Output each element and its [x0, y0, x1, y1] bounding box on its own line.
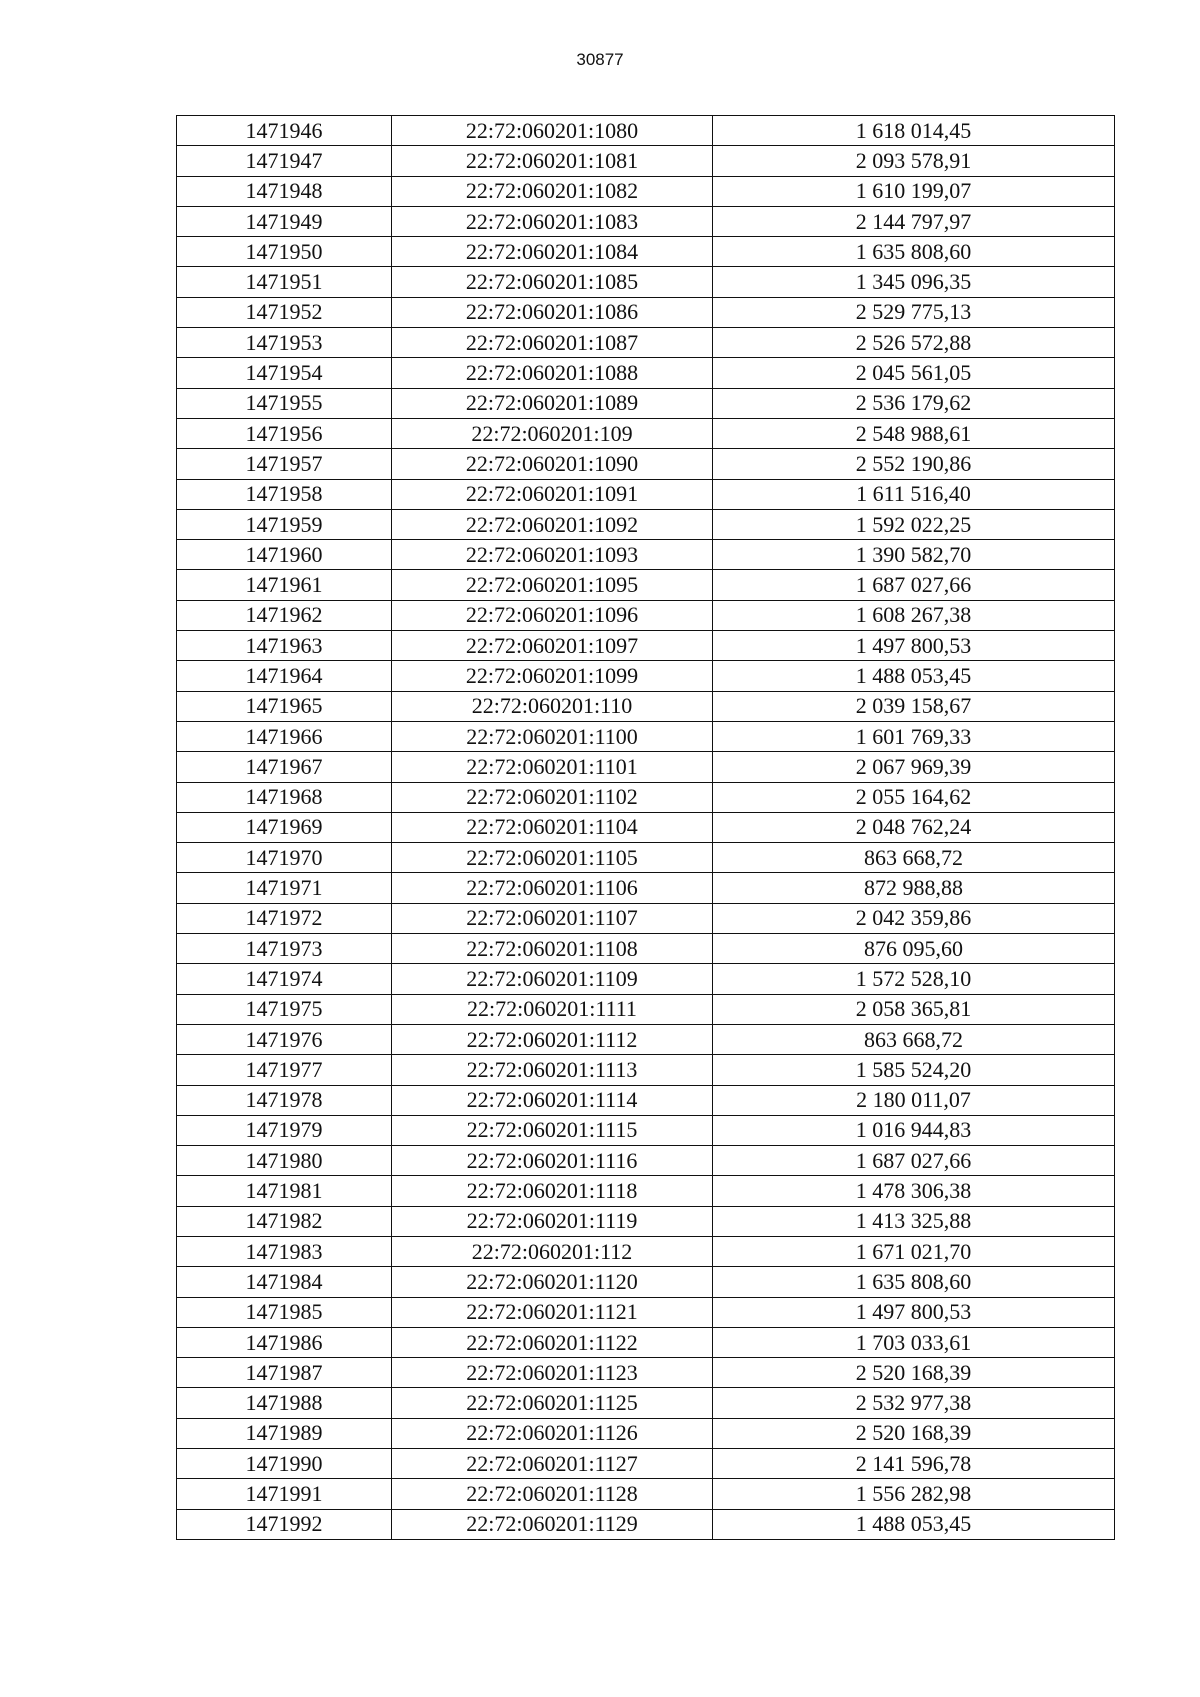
value-cell: 2 548 988,61 [713, 418, 1115, 448]
table-row [177, 146, 1115, 176]
table-row [177, 1267, 1115, 1297]
table-row [177, 1327, 1115, 1357]
record-number-cell: 1471990 [177, 1449, 392, 1479]
value-cell: 1 671 021,70 [713, 1236, 1115, 1266]
cadastral-number-cell: 22:72:060201:1121 [392, 1297, 713, 1327]
table-row [177, 540, 1115, 570]
cadastral-number-cell: 22:72:060201:1126 [392, 1418, 713, 1448]
value-cell: 2 058 365,81 [713, 994, 1115, 1024]
cadastral-number-cell: 22:72:060201:1099 [392, 661, 713, 691]
cadastral-number-cell: 22:72:060201:1127 [392, 1449, 713, 1479]
table-row [177, 1297, 1115, 1327]
value-cell: 1 635 808,60 [713, 237, 1115, 267]
cadastral-number-cell: 22:72:060201:1084 [392, 237, 713, 267]
cadastral-number-cell: 22:72:060201:1089 [392, 388, 713, 418]
table-row [177, 934, 1115, 964]
cadastral-number-cell: 22:72:060201:1116 [392, 1146, 713, 1176]
record-number-cell: 1471953 [177, 328, 392, 358]
table-row [177, 1085, 1115, 1115]
table-row [177, 237, 1115, 267]
cadastral-number-cell: 22:72:060201:1104 [392, 812, 713, 842]
table-row [177, 570, 1115, 600]
cadastral-number-cell: 22:72:060201:1092 [392, 509, 713, 539]
cadastral-number-cell: 22:72:060201:1106 [392, 873, 713, 903]
table-row [177, 812, 1115, 842]
value-cell: 1 016 944,83 [713, 1115, 1115, 1145]
cadastral-number-cell: 22:72:060201:110 [392, 691, 713, 721]
record-number-cell: 1471968 [177, 782, 392, 812]
record-number-cell: 1471983 [177, 1236, 392, 1266]
cadastral-number-cell: 22:72:060201:1115 [392, 1115, 713, 1145]
table-row [177, 903, 1115, 933]
cadastral-number-cell: 22:72:060201:1085 [392, 267, 713, 297]
cadastral-number-cell: 22:72:060201:1119 [392, 1206, 713, 1236]
table-row [177, 1449, 1115, 1479]
cadastral-number-cell: 22:72:060201:1120 [392, 1267, 713, 1297]
record-number-cell: 1471989 [177, 1418, 392, 1448]
record-number-cell: 1471960 [177, 540, 392, 570]
table-row [177, 873, 1115, 903]
record-number-cell: 1471970 [177, 843, 392, 873]
record-number-cell: 1471955 [177, 388, 392, 418]
cadastral-number-cell: 22:72:060201:1093 [392, 540, 713, 570]
cadastral-number-cell: 22:72:060201:1105 [392, 843, 713, 873]
value-cell: 1 345 096,35 [713, 267, 1115, 297]
table-row [177, 1176, 1115, 1206]
record-number-cell: 1471963 [177, 631, 392, 661]
cadastral-number-cell: 22:72:060201:1101 [392, 752, 713, 782]
record-number-cell: 1471946 [177, 116, 392, 146]
value-cell: 2 067 969,39 [713, 752, 1115, 782]
table-row [177, 994, 1115, 1024]
value-cell: 1 488 053,45 [713, 1509, 1115, 1539]
table-row [177, 267, 1115, 297]
cadastral-number-cell: 22:72:060201:1090 [392, 449, 713, 479]
cadastral-number-cell: 22:72:060201:1080 [392, 116, 713, 146]
record-number-cell: 1471971 [177, 873, 392, 903]
record-number-cell: 1471950 [177, 237, 392, 267]
value-cell: 1 687 027,66 [713, 570, 1115, 600]
record-number-cell: 1471982 [177, 1206, 392, 1236]
value-cell: 1 413 325,88 [713, 1206, 1115, 1236]
value-cell: 1 572 528,10 [713, 964, 1115, 994]
table-row [177, 661, 1115, 691]
record-number-cell: 1471965 [177, 691, 392, 721]
value-cell: 2 141 596,78 [713, 1449, 1115, 1479]
cadastral-number-cell: 22:72:060201:109 [392, 418, 713, 448]
cadastral-number-cell: 22:72:060201:1095 [392, 570, 713, 600]
table-row [177, 1115, 1115, 1145]
value-cell: 1 618 014,45 [713, 116, 1115, 146]
record-number-cell: 1471952 [177, 297, 392, 327]
record-number-cell: 1471951 [177, 267, 392, 297]
cadastral-number-cell: 22:72:060201:1125 [392, 1388, 713, 1418]
record-number-cell: 1471964 [177, 661, 392, 691]
record-number-cell: 1471980 [177, 1146, 392, 1176]
cadastral-number-cell: 22:72:060201:1114 [392, 1085, 713, 1115]
record-number-cell: 1471969 [177, 812, 392, 842]
cadastral-number-cell: 22:72:060201:1109 [392, 964, 713, 994]
cadastral-number-cell: 22:72:060201:1108 [392, 934, 713, 964]
data-table [176, 115, 1115, 1540]
value-cell: 1 556 282,98 [713, 1479, 1115, 1509]
table-row [177, 1479, 1115, 1509]
value-cell: 2 526 572,88 [713, 328, 1115, 358]
cadastral-number-cell: 22:72:060201:1107 [392, 903, 713, 933]
table-row [177, 782, 1115, 812]
record-number-cell: 1471979 [177, 1115, 392, 1145]
table-row [177, 176, 1115, 206]
value-cell: 1 390 582,70 [713, 540, 1115, 570]
value-cell: 2 144 797,97 [713, 206, 1115, 236]
value-cell: 1 703 033,61 [713, 1327, 1115, 1357]
table-row [177, 843, 1115, 873]
value-cell: 1 497 800,53 [713, 631, 1115, 661]
value-cell: 1 687 027,66 [713, 1146, 1115, 1176]
cadastral-number-cell: 22:72:060201:1129 [392, 1509, 713, 1539]
table-row [177, 1146, 1115, 1176]
cadastral-number-cell: 22:72:060201:1083 [392, 206, 713, 236]
cadastral-number-cell: 22:72:060201:1113 [392, 1055, 713, 1085]
cadastral-number-cell: 22:72:060201:1082 [392, 176, 713, 206]
record-number-cell: 1471987 [177, 1358, 392, 1388]
table-row [177, 691, 1115, 721]
table-row [177, 509, 1115, 539]
table-row [177, 388, 1115, 418]
table-row [177, 1206, 1115, 1236]
cadastral-number-cell: 22:72:060201:1118 [392, 1176, 713, 1206]
cadastral-number-cell: 22:72:060201:1123 [392, 1358, 713, 1388]
value-cell: 1 608 267,38 [713, 600, 1115, 630]
record-number-cell: 1471947 [177, 146, 392, 176]
value-cell: 1 488 053,45 [713, 661, 1115, 691]
value-cell: 2 093 578,91 [713, 146, 1115, 176]
cadastral-number-cell: 22:72:060201:1102 [392, 782, 713, 812]
record-number-cell: 1471991 [177, 1479, 392, 1509]
value-cell: 2 180 011,07 [713, 1085, 1115, 1115]
record-number-cell: 1471973 [177, 934, 392, 964]
value-cell: 863 668,72 [713, 1024, 1115, 1054]
record-number-cell: 1471949 [177, 206, 392, 236]
record-number-cell: 1471966 [177, 721, 392, 751]
value-cell: 1 478 306,38 [713, 1176, 1115, 1206]
table-row [177, 721, 1115, 751]
page-number: 30877 [576, 50, 624, 69]
value-cell: 1 601 769,33 [713, 721, 1115, 751]
value-cell: 876 095,60 [713, 934, 1115, 964]
cadastral-number-cell: 22:72:060201:1091 [392, 479, 713, 509]
table-row [177, 297, 1115, 327]
value-cell: 2 045 561,05 [713, 358, 1115, 388]
table-row [177, 964, 1115, 994]
table-row [177, 1358, 1115, 1388]
record-number-cell: 1471957 [177, 449, 392, 479]
value-cell: 2 520 168,39 [713, 1418, 1115, 1448]
table-row [177, 449, 1115, 479]
value-cell: 2 520 168,39 [713, 1358, 1115, 1388]
cadastral-number-cell: 22:72:060201:1097 [392, 631, 713, 661]
record-number-cell: 1471958 [177, 479, 392, 509]
value-cell: 1 592 022,25 [713, 509, 1115, 539]
table-row [177, 1418, 1115, 1448]
record-number-cell: 1471956 [177, 418, 392, 448]
table-row [177, 116, 1115, 146]
value-cell: 2 042 359,86 [713, 903, 1115, 933]
cadastral-number-cell: 22:72:060201:1128 [392, 1479, 713, 1509]
record-number-cell: 1471985 [177, 1297, 392, 1327]
record-number-cell: 1471984 [177, 1267, 392, 1297]
table-row [177, 1236, 1115, 1266]
value-cell: 1 635 808,60 [713, 1267, 1115, 1297]
value-cell: 2 048 762,24 [713, 812, 1115, 842]
record-number-cell: 1471986 [177, 1327, 392, 1357]
table-row [177, 1388, 1115, 1418]
table-row [177, 1055, 1115, 1085]
cadastral-number-cell: 22:72:060201:1087 [392, 328, 713, 358]
record-number-cell: 1471967 [177, 752, 392, 782]
record-number-cell: 1471977 [177, 1055, 392, 1085]
cadastral-number-cell: 22:72:060201:1096 [392, 600, 713, 630]
record-number-cell: 1471978 [177, 1085, 392, 1115]
cadastral-number-cell: 22:72:060201:112 [392, 1236, 713, 1266]
table-row [177, 631, 1115, 661]
table-row [177, 328, 1115, 358]
value-cell: 2 532 977,38 [713, 1388, 1115, 1418]
record-number-cell: 1471975 [177, 994, 392, 1024]
cadastral-number-cell: 22:72:060201:1086 [392, 297, 713, 327]
table-row [177, 1024, 1115, 1054]
record-number-cell: 1471972 [177, 903, 392, 933]
value-cell: 2 529 775,13 [713, 297, 1115, 327]
cadastral-number-cell: 22:72:060201:1122 [392, 1327, 713, 1357]
record-number-cell: 1471976 [177, 1024, 392, 1054]
table-row [177, 206, 1115, 236]
table-row [177, 600, 1115, 630]
record-number-cell: 1471981 [177, 1176, 392, 1206]
cadastral-number-cell: 22:72:060201:1088 [392, 358, 713, 388]
record-number-cell: 1471988 [177, 1388, 392, 1418]
table-row [177, 1509, 1115, 1539]
table-row [177, 358, 1115, 388]
value-cell: 1 610 199,07 [713, 176, 1115, 206]
table-row [177, 479, 1115, 509]
record-number-cell: 1471959 [177, 509, 392, 539]
record-number-cell: 1471948 [177, 176, 392, 206]
record-number-cell: 1471992 [177, 1509, 392, 1539]
value-cell: 2 039 158,67 [713, 691, 1115, 721]
value-cell: 2 536 179,62 [713, 388, 1115, 418]
value-cell: 2 552 190,86 [713, 449, 1115, 479]
table-body [177, 116, 1115, 1540]
value-cell: 1 611 516,40 [713, 479, 1115, 509]
value-cell: 872 988,88 [713, 873, 1115, 903]
cadastral-number-cell: 22:72:060201:1112 [392, 1024, 713, 1054]
table-row [177, 752, 1115, 782]
cadastral-number-cell: 22:72:060201:1081 [392, 146, 713, 176]
table-row [177, 418, 1115, 448]
record-number-cell: 1471954 [177, 358, 392, 388]
value-cell: 1 585 524,20 [713, 1055, 1115, 1085]
value-cell: 2 055 164,62 [713, 782, 1115, 812]
value-cell: 1 497 800,53 [713, 1297, 1115, 1327]
record-number-cell: 1471961 [177, 570, 392, 600]
value-cell: 863 668,72 [713, 843, 1115, 873]
cadastral-number-cell: 22:72:060201:1111 [392, 994, 713, 1024]
cadastral-number-cell: 22:72:060201:1100 [392, 721, 713, 751]
record-number-cell: 1471974 [177, 964, 392, 994]
record-number-cell: 1471962 [177, 600, 392, 630]
